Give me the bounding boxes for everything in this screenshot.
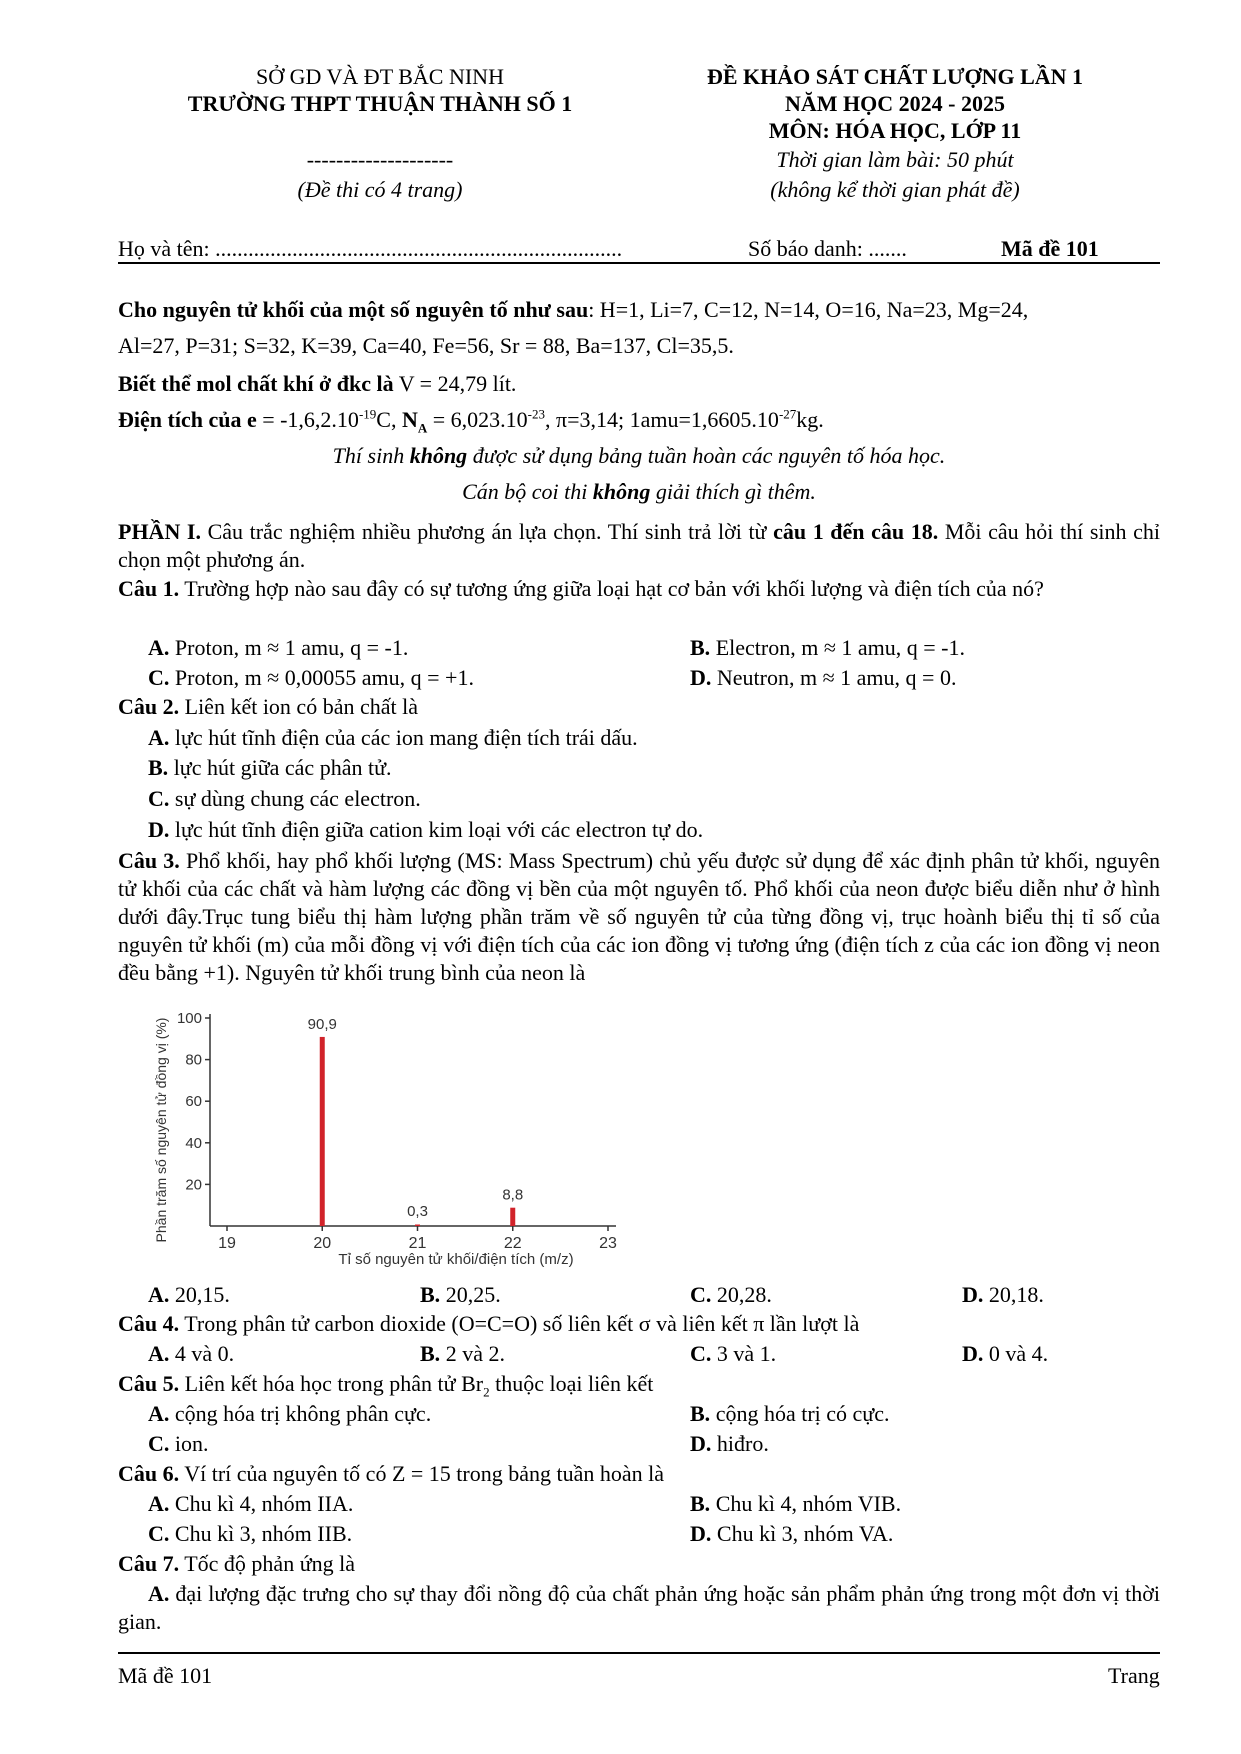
footer-divider	[118, 1652, 1160, 1654]
chart-data-label: 0,3	[407, 1203, 428, 1220]
question-4-stem: Câu 4. Trong phân tử carbon dioxide (O=C=O) số liên kết σ và liên kết π lần lượt là	[118, 1311, 860, 1336]
page-count-note: (Đề thi có 4 trang)	[297, 177, 463, 202]
chart-x-tick-label: 22	[503, 1235, 522, 1252]
part-1-heading: PHẦN I. Câu trắc nghiệm nhiều phương án lựa chọn. Thí sinh trả lời từ câu 1 đến câu 18. Mỗi câu hỏi thí sinh chỉ chọn một phương án.	[118, 519, 1160, 572]
chart-y-tick-label: 60	[185, 1093, 202, 1111]
chart-y-tick-label: 80	[185, 1051, 202, 1069]
q1-option-c: C. Proton, m ≈ 0,00055 amu, q = +1.	[148, 665, 474, 690]
chart-x-tick-label: 19	[218, 1235, 236, 1252]
chart-y-tick-label: 20	[185, 1176, 202, 1194]
q6-option-c: C. Chu kì 3, nhóm IIB.	[148, 1521, 353, 1546]
q4-option-d: D. 0 và 4.	[962, 1341, 1049, 1366]
q4-option-c: C. 3 và 1.	[690, 1341, 777, 1366]
atomic-mass-line-2: Al=27, P=31; S=32, K=39, Ca=40, Fe=56, Sr = 88, Ba=137, Cl=35,5.	[118, 333, 734, 358]
q1-option-d: D. Neutron, m ≈ 1 amu, q = 0.	[690, 665, 957, 690]
atomic-mass-line-1: Cho nguyên tử khối của một số nguyên tố như sau: H=1, Li=7, C=12, N=14, O=16, Na=23, Mg=24,	[118, 297, 1029, 322]
exam-duration: Thời gian làm bài: 50 phút	[776, 147, 1014, 172]
q6-option-a: A. Chu kì 4, nhóm IIA.	[148, 1491, 354, 1516]
footer-page-label: Trang	[1108, 1663, 1160, 1688]
chart-y-tick-label: 40	[185, 1134, 202, 1152]
question-3-stem: Câu 3. Phổ khối, hay phổ khối lượng (MS: Mass Spectrum) chủ yếu được sử dụng để xác định phân tử khối, nguyên tử khối của các chất và hàm lượng các đồng vị bền của một nguyên tố. Phổ khối của neon được biểu diễn như ở hình dưới đây.Trục tung biểu thị hàm lượng phần trăm về số nguyên tử của từng đồng vị, trục hoành biểu thị tỉ số của nguyên tử khối (m) của mỗi đồng vị với điện tích của các ion đồng vị tương ứng (điện tích z của các ion đồng vị neon đều bằng +1). Nguyên tử khối trung bình của neon là	[118, 848, 1160, 985]
q6-option-d: D. Chu kì 3, nhóm VA.	[690, 1521, 894, 1546]
chart-x-axis-label: Tỉ số nguyên tử khối/điện tích (m/z)	[338, 1251, 574, 1268]
neon-mass-spectrum-chart	[130, 1000, 650, 1280]
q3-option-a: A. 20,15.	[148, 1282, 230, 1307]
chart-data-label: 90,9	[307, 1015, 337, 1033]
q2-option-a: A. lực hút tĩnh điện của các ion mang điện tích trái dấu.	[148, 725, 638, 750]
duration-note: (không kể thời gian phát đề)	[770, 177, 1020, 202]
chart-y-axis-label: Phần trăm số nguyên tử đồng vị (%)	[153, 1017, 169, 1243]
q3-option-c: C. 20,28.	[690, 1282, 772, 1307]
q4-option-b: B. 2 và 2.	[420, 1341, 505, 1366]
q3-option-d: D. 20,18.	[962, 1282, 1044, 1307]
q5-option-d: D. hiđro.	[690, 1431, 769, 1456]
candidate-number-field: Số báo danh: .......	[748, 236, 907, 261]
chart-bar	[320, 1037, 325, 1226]
chart-data-label: 8,8	[502, 1186, 524, 1204]
question-1-stem: Câu 1. Trường hợp nào sau đây có sự tương ứng giữa loại hạt cơ bản với khối lượng và điện tích của nó?	[118, 576, 1044, 601]
chart-bar	[415, 1225, 420, 1227]
question-6-stem: Câu 6. Ví trí của nguyên tố có Z = 15 trong bảng tuần hoàn là	[118, 1461, 665, 1486]
department-name: SỞ GD VÀ ĐT BẮC NINH	[256, 64, 504, 89]
exam-title: ĐỀ KHẢO SÁT CHẤT LƯỢNG LẦN 1	[706, 64, 1084, 89]
student-name-field: Họ và tên: ..........................................................................	[118, 236, 623, 261]
q2-option-c: C. sự dùng chung các electron.	[148, 786, 421, 811]
chart-x-tick-label: 21	[408, 1235, 427, 1252]
chart-x-tick-label: 20	[313, 1235, 332, 1252]
school-year: NĂM HỌC 2024 - 2025	[785, 91, 1005, 116]
q7-option-a: A. đại lượng đặc trưng cho sự thay đổi nồng độ của chất phản ứng hoặc sản phẩm phản ứng trong một đơn vị thời gian.	[118, 1581, 1161, 1634]
instruction-note-1: Thí sinh không được sử dụng bảng tuần hoàn các nguyên tố hóa học.	[332, 443, 946, 468]
q5-option-a: A. cộng hóa trị không phân cực.	[148, 1401, 432, 1426]
q2-option-d: D. lực hút tĩnh điện giữa cation kim loại với các electron tự do.	[148, 817, 704, 842]
chart-x-tick-label: 23	[599, 1235, 617, 1252]
q2-option-b: B. lực hút giữa các phân tử.	[148, 755, 392, 780]
constants-line: Điện tích của $e = -1,6,2.10^{-19}C$, $N_A = 6,023.10^{-23}$, π=3,14; $1amu=1,6605.10^{-27}kg$.	[118, 406, 824, 436]
question-7-stem: Câu 7. Tốc độ phản ứng là	[118, 1551, 355, 1576]
q5-option-b: B. cộng hóa trị có cực.	[690, 1401, 890, 1426]
gas-volume-line: Biết thể mol chất khí ở đkc là V = 24,79 lít.	[118, 371, 517, 396]
subject: MÔN: HÓA HỌC, LỚP 11	[768, 118, 1022, 143]
q5-option-c: C. ion.	[148, 1431, 209, 1456]
q3-option-b: B. 20,25.	[420, 1282, 501, 1307]
exam-code: Mã đề 101	[1001, 236, 1099, 261]
q1-option-a: A. Proton, m ≈ 1 amu, q = -1.	[148, 635, 409, 660]
q4-option-a: A. 4 và 0.	[148, 1341, 235, 1366]
instruction-note-2: Cán bộ coi thi không giải thích gì thêm.	[462, 479, 816, 504]
question-5-stem: Câu 5. Liên kết hóa học trong phân tử $Br_2$ thuộc loại liên kết	[118, 1371, 654, 1400]
q1-option-b: B. Electron, m ≈ 1 amu, q = -1.	[690, 635, 966, 660]
school-name: TRƯỜNG THPT THUẬN THÀNH SỐ 1	[187, 91, 573, 116]
header-divider	[118, 262, 1160, 264]
footer-exam-code: Mã đề 101	[118, 1663, 213, 1688]
header-dashes: --------------------	[306, 147, 454, 172]
chart-bar	[510, 1208, 515, 1226]
chart-y-tick-label: 100	[176, 1010, 202, 1027]
question-2-stem: Câu 2. Liên kết ion có bản chất là	[118, 694, 418, 719]
q6-option-b: B. Chu kì 4, nhóm VIB.	[690, 1491, 902, 1516]
